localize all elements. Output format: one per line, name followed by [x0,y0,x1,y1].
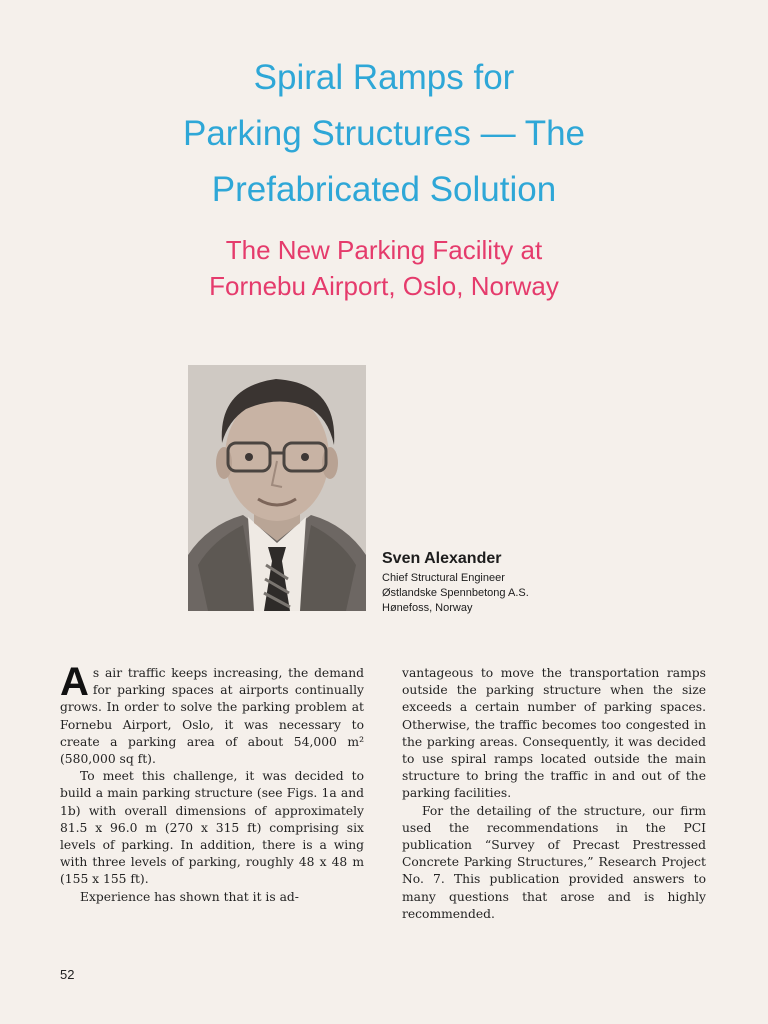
title-line: Parking Structures — The [182,114,586,153]
author-photo [188,365,366,611]
drop-cap: A [60,660,89,704]
subtitle-line: Fornebu Airport, Oslo, Norway [209,271,559,301]
author-location: Hønefoss, Norway [382,602,473,614]
article-title [0,50,768,218]
paragraph-text: s air traffic keeps increasing, the demand for parking spaces at airports continually grows. In order to solve the parking problem at Fornebu Airport, Oslo, it was necessary to create a parking area of about 54,000 m² (580,000 sq ft). [60,666,364,767]
body-paragraph: To meet this challenge, it was decided to build a main parking structure (see Figs. 1a and 1b) with overall dimensions of approximately 81.5 x 96.0 m (270 x 315 ft) comprising six levels of parking. In addition, there is a wing with three levels of parking, roughly 48 x 48 m (155 x 155 ft). [60,769,364,887]
author-company: Østlandske Spennbetong A.S. [382,587,529,599]
author-position: Chief Structural Engineer [382,572,505,584]
body-paragraph: Experience has shown that it is ad- [80,889,299,904]
author-info [382,549,529,616]
body-paragraph: vantageous to move the transportation ramps outside the parking structure when the size exceeds a certain number of parking spaces. Otherwise, the traffic becomes too congested in the parking areas. Consequently, it was decided to use spiral ramps located outside the main structure to bring the traffic in and out of the parking facilities. [402,666,706,801]
body-paragraph: For the detailing of the structure, our firm used the recommendations in the PCI publication “Survey of Precast Prestressed Concrete Parking Structures,” Research Project No. 7. This publication provided answers to many questions that arose and is highly recommended. [402,803,706,921]
author-name: Sven Alexander [382,550,502,567]
body-column-right [402,665,706,923]
author-portrait-image [188,365,366,611]
article-subtitle [0,232,768,304]
page-number: 52 [60,967,75,982]
body-paragraph [60,660,364,768]
title-line: Spiral Ramps for [253,58,515,97]
title-line: Prefabricated Solution [211,170,557,209]
body-column-left [60,660,364,906]
subtitle-line: The New Parking Facility at [225,235,543,265]
